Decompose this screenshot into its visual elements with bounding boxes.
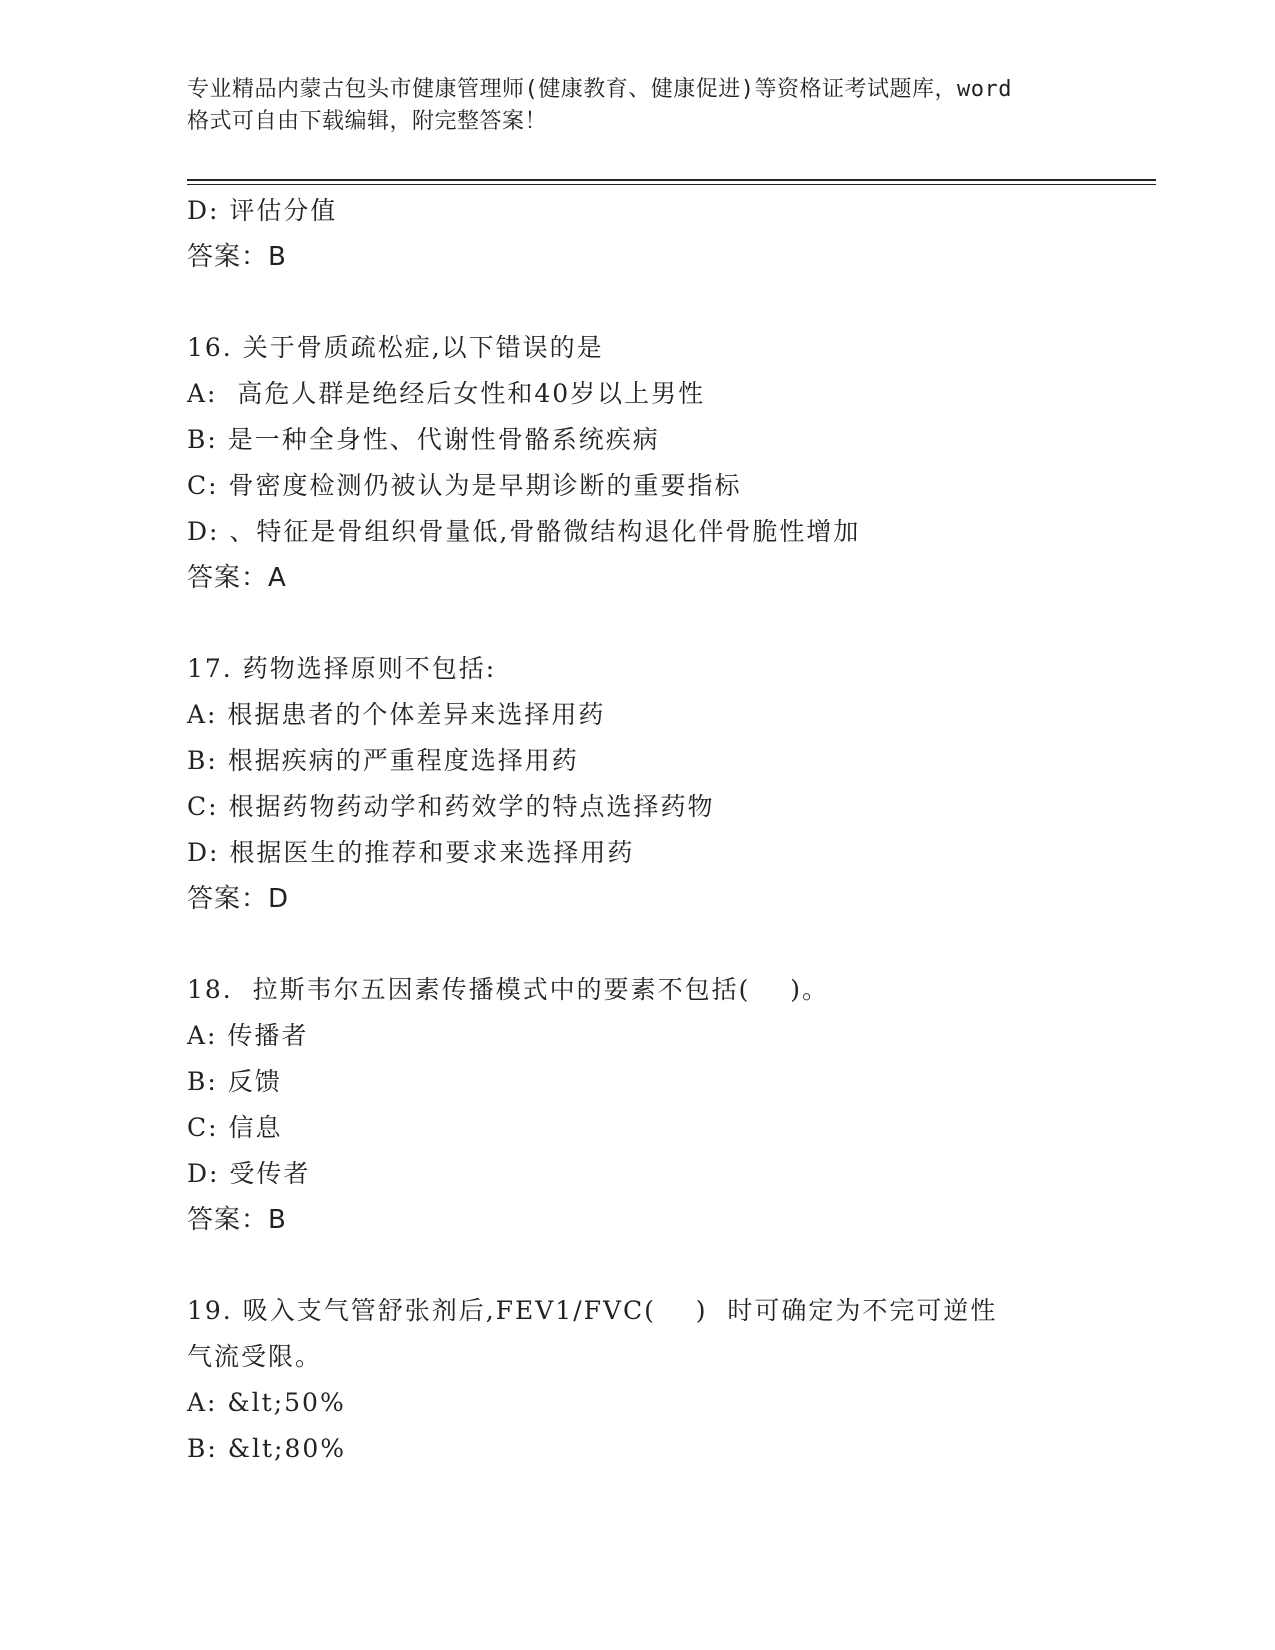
question-18 xyxy=(187,967,1087,1243)
option-d: D: 、特征是骨组织骨量低,骨骼微结构退化伴骨脆性增加 xyxy=(187,517,861,546)
header-line-2: 格式可自由下载编辑，附完整答案！ xyxy=(187,109,548,134)
option-c: C: 根据药物药动学和药效学的特点选择药物 xyxy=(187,792,715,821)
option-d: D: 根据医生的推荐和要求来选择用药 xyxy=(187,838,635,867)
question-text: 16. 关于骨质疏松症,以下错误的是 xyxy=(187,333,604,362)
option-a: A: 根据患者的个体差异来选择用药 xyxy=(187,700,606,729)
answer: 答案：D xyxy=(187,884,290,914)
option-a: A: 高危人群是绝经后女性和40岁以上男性 xyxy=(187,379,706,408)
question-text: 17. 药物选择原则不包括: xyxy=(187,654,497,683)
answer: 答案：A xyxy=(187,563,287,593)
answer: 答案：B xyxy=(187,1205,287,1235)
option-b: B: 根据疾病的严重程度选择用药 xyxy=(187,746,579,775)
option-a: A: 传播者 xyxy=(187,1021,309,1050)
question-17 xyxy=(187,646,1087,922)
option-d: D: 受传者 xyxy=(187,1159,311,1188)
option-d: D: 评估分值 xyxy=(187,196,338,225)
option-c: C: 骨密度检测仍被认为是早期诊断的重要指标 xyxy=(187,471,742,500)
option-b: B: 是一种全身性、代谢性骨骼系统疾病 xyxy=(187,425,660,454)
answer: 答案：B xyxy=(187,242,287,272)
header-divider-thin xyxy=(187,184,1156,185)
question-text-line-1: 19. 吸入支气管舒张剂后,FEV1/FVC( ) 时可确定为不完可逆性 xyxy=(187,1296,998,1325)
question-text-line-2: 气流受限。 xyxy=(187,1342,323,1371)
document-header xyxy=(187,74,1087,138)
option-a: A: &lt;50% xyxy=(187,1388,346,1417)
option-b: B: 反馈 xyxy=(187,1067,282,1096)
question-text: 18. 拉斯韦尔五因素传播模式中的要素不包括( )。 xyxy=(187,975,829,1004)
option-b: B: &lt;80% xyxy=(187,1434,347,1463)
question-15-tail xyxy=(187,188,1087,280)
question-16 xyxy=(187,325,1087,601)
question-list xyxy=(187,188,1087,1472)
option-c: C: 信息 xyxy=(187,1113,283,1142)
header-divider-thick xyxy=(187,179,1156,181)
header-line-1: 专业精品内蒙古包头市健康管理师(健康教育、健康促进)等资格证考试题库，word xyxy=(187,77,1012,102)
question-19 xyxy=(187,1288,1087,1472)
